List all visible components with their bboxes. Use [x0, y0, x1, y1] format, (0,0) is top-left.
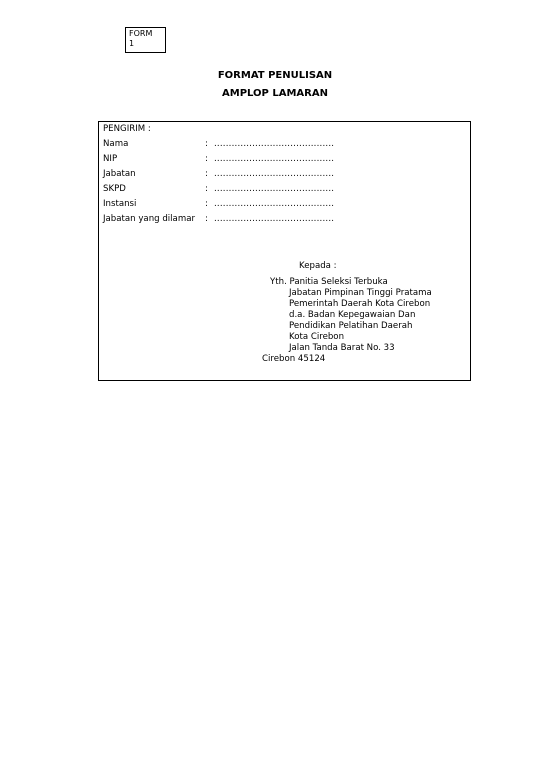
field-label-jabatan: Jabatan — [103, 169, 136, 179]
field-blank-nama: ......................................... — [214, 139, 335, 149]
recipient-line: Jabatan Pimpinan Tinggi Pratama — [289, 288, 432, 298]
sender-heading: PENGIRIM : — [103, 124, 151, 134]
field-colon: : — [205, 199, 208, 209]
field-colon: : — [205, 139, 208, 149]
form-number-box — [125, 27, 166, 53]
field-label-jabatan-dilamar: Jabatan yang dilamar — [103, 214, 195, 224]
field-colon: : — [205, 184, 208, 194]
recipient-line: Cirebon 45124 — [262, 354, 326, 364]
recipient-heading: Kepada : — [299, 261, 337, 271]
recipient-line: d.a. Badan Kepegawaian Dan — [289, 310, 416, 320]
recipient-line: Yth. Panitia Seleksi Terbuka — [270, 277, 388, 287]
field-blank-skpd: ......................................... — [214, 184, 335, 194]
field-blank-instansi: ......................................... — [214, 199, 335, 209]
recipient-line: Pemerintah Daerah Kota Cirebon — [289, 299, 431, 309]
field-label-skpd: SKPD — [103, 184, 126, 194]
document-title: FORMAT PENULISAN — [217, 70, 333, 81]
field-blank-jabatan: ......................................... — [214, 169, 335, 179]
field-colon: : — [205, 169, 208, 179]
field-label-instansi: Instansi — [103, 199, 137, 209]
form-number: 1 — [129, 39, 135, 48]
field-blank-jabatan-dilamar: ......................................... — [214, 214, 335, 224]
recipient-line: Kota Cirebon — [289, 332, 345, 342]
envelope-frame — [98, 121, 471, 381]
recipient-line: Jalan Tanda Barat No. 33 — [289, 343, 395, 353]
recipient-line: Pendidikan Pelatihan Daerah — [289, 321, 413, 331]
field-blank-nip: ......................................... — [214, 154, 335, 164]
field-colon: : — [205, 214, 208, 224]
form-label: FORM — [129, 29, 153, 38]
document-subtitle: AMPLOP LAMARAN — [222, 88, 328, 99]
field-label-nip: NIP — [103, 154, 118, 164]
field-label-nama: Nama — [103, 139, 129, 149]
field-colon: : — [205, 154, 208, 164]
